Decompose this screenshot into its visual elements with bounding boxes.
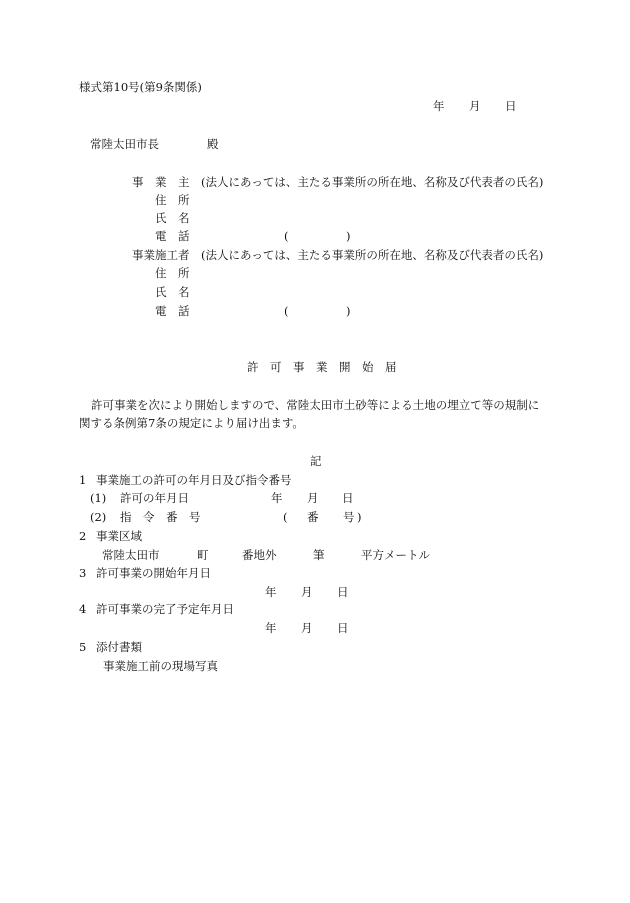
item-4-day: 日 — [337, 621, 349, 635]
business-owner-phone-parens: ( ) — [284, 229, 351, 243]
item-2-city: 常陸太田市 — [102, 548, 160, 562]
item-3-label: 許可事業の開始年月日 — [96, 566, 211, 580]
item-1-sub2-ban: 番 — [307, 510, 319, 524]
item-1-number: 1 — [79, 473, 87, 487]
item-3-year: 年 — [265, 585, 277, 599]
item-3-day: 日 — [337, 585, 349, 599]
body-line-1: 許可事業を次により開始しますので、常陸太田市土砂等による土地の埋立て等の規制に — [91, 398, 540, 412]
item-2-area-unit: 平方メートル — [361, 548, 430, 562]
business-owner-name-label: 氏 名 — [155, 211, 190, 225]
addressee-honorific: 殿 — [207, 137, 219, 151]
item-1-sub1-label: 許可の年月日 — [120, 491, 189, 505]
item-3-month: 月 — [301, 585, 313, 599]
contractor-address-label: 住 所 — [155, 266, 190, 280]
item-2-number: 2 — [79, 529, 87, 543]
date-year: 年 — [433, 99, 445, 113]
contractor-phone-parens: ( ) — [284, 304, 351, 318]
item-4-label: 許可事業の完了予定年月日 — [96, 602, 234, 616]
item-1-sub2-number: (2) — [90, 510, 107, 524]
item-2-banchi: 番地外 — [242, 548, 277, 562]
business-owner-note: (法人にあっては、主たる事業所の所在地、名称及び代表者の氏名) — [201, 175, 544, 189]
item-2-label: 事業区域 — [96, 529, 142, 543]
item-4-year: 年 — [265, 621, 277, 635]
business-owner-label: 事 業 主 — [132, 175, 190, 189]
item-1-sub2-close-paren: ) — [357, 510, 362, 524]
contractor-phone-label: 電 話 — [155, 304, 190, 318]
business-owner-phone-label: 電 話 — [155, 229, 190, 243]
item-4-month: 月 — [301, 621, 313, 635]
item-1-sub2-go: 号 — [343, 510, 355, 524]
item-5-label: 添付書類 — [96, 640, 142, 654]
contractor-label: 事業施工者 — [132, 248, 190, 262]
date-day: 日 — [505, 99, 517, 113]
form-label: 様式第10号(第9条関係) — [79, 80, 202, 94]
item-1-sub2-open-paren: ( — [283, 510, 288, 524]
item-1-sub1-day: 日 — [342, 491, 354, 505]
document-title: 許 可 事 業 開 始 届 — [247, 360, 397, 374]
date-month: 月 — [469, 99, 481, 113]
item-1-sub1-year: 年 — [271, 491, 283, 505]
item-1-sub1-number: (1) — [90, 491, 107, 505]
item-5-document: 事業施工前の現場写真 — [103, 659, 218, 673]
item-1-sub1-month: 月 — [307, 491, 319, 505]
item-5-number: 5 — [79, 640, 87, 654]
addressee-name: 常陸太田市長 — [90, 137, 159, 151]
item-2-hitsu: 筆 — [313, 548, 325, 562]
contractor-name-label: 氏 名 — [155, 285, 190, 299]
item-4-number: 4 — [79, 602, 87, 616]
item-3-number: 3 — [79, 566, 87, 580]
item-1-label: 事業施工の許可の年月日及び指令番号 — [96, 473, 292, 487]
contractor-note: (法人にあっては、主たる事業所の所在地、名称及び代表者の氏名) — [201, 248, 544, 262]
body-line-2: 関する条例第7条の規定により届け出ます。 — [79, 416, 304, 430]
business-owner-address-label: 住 所 — [155, 193, 190, 207]
item-1-sub2-label: 指 令 番 号 — [120, 510, 201, 524]
ki-heading: 記 — [310, 454, 322, 468]
item-2-cho: 町 — [197, 548, 209, 562]
